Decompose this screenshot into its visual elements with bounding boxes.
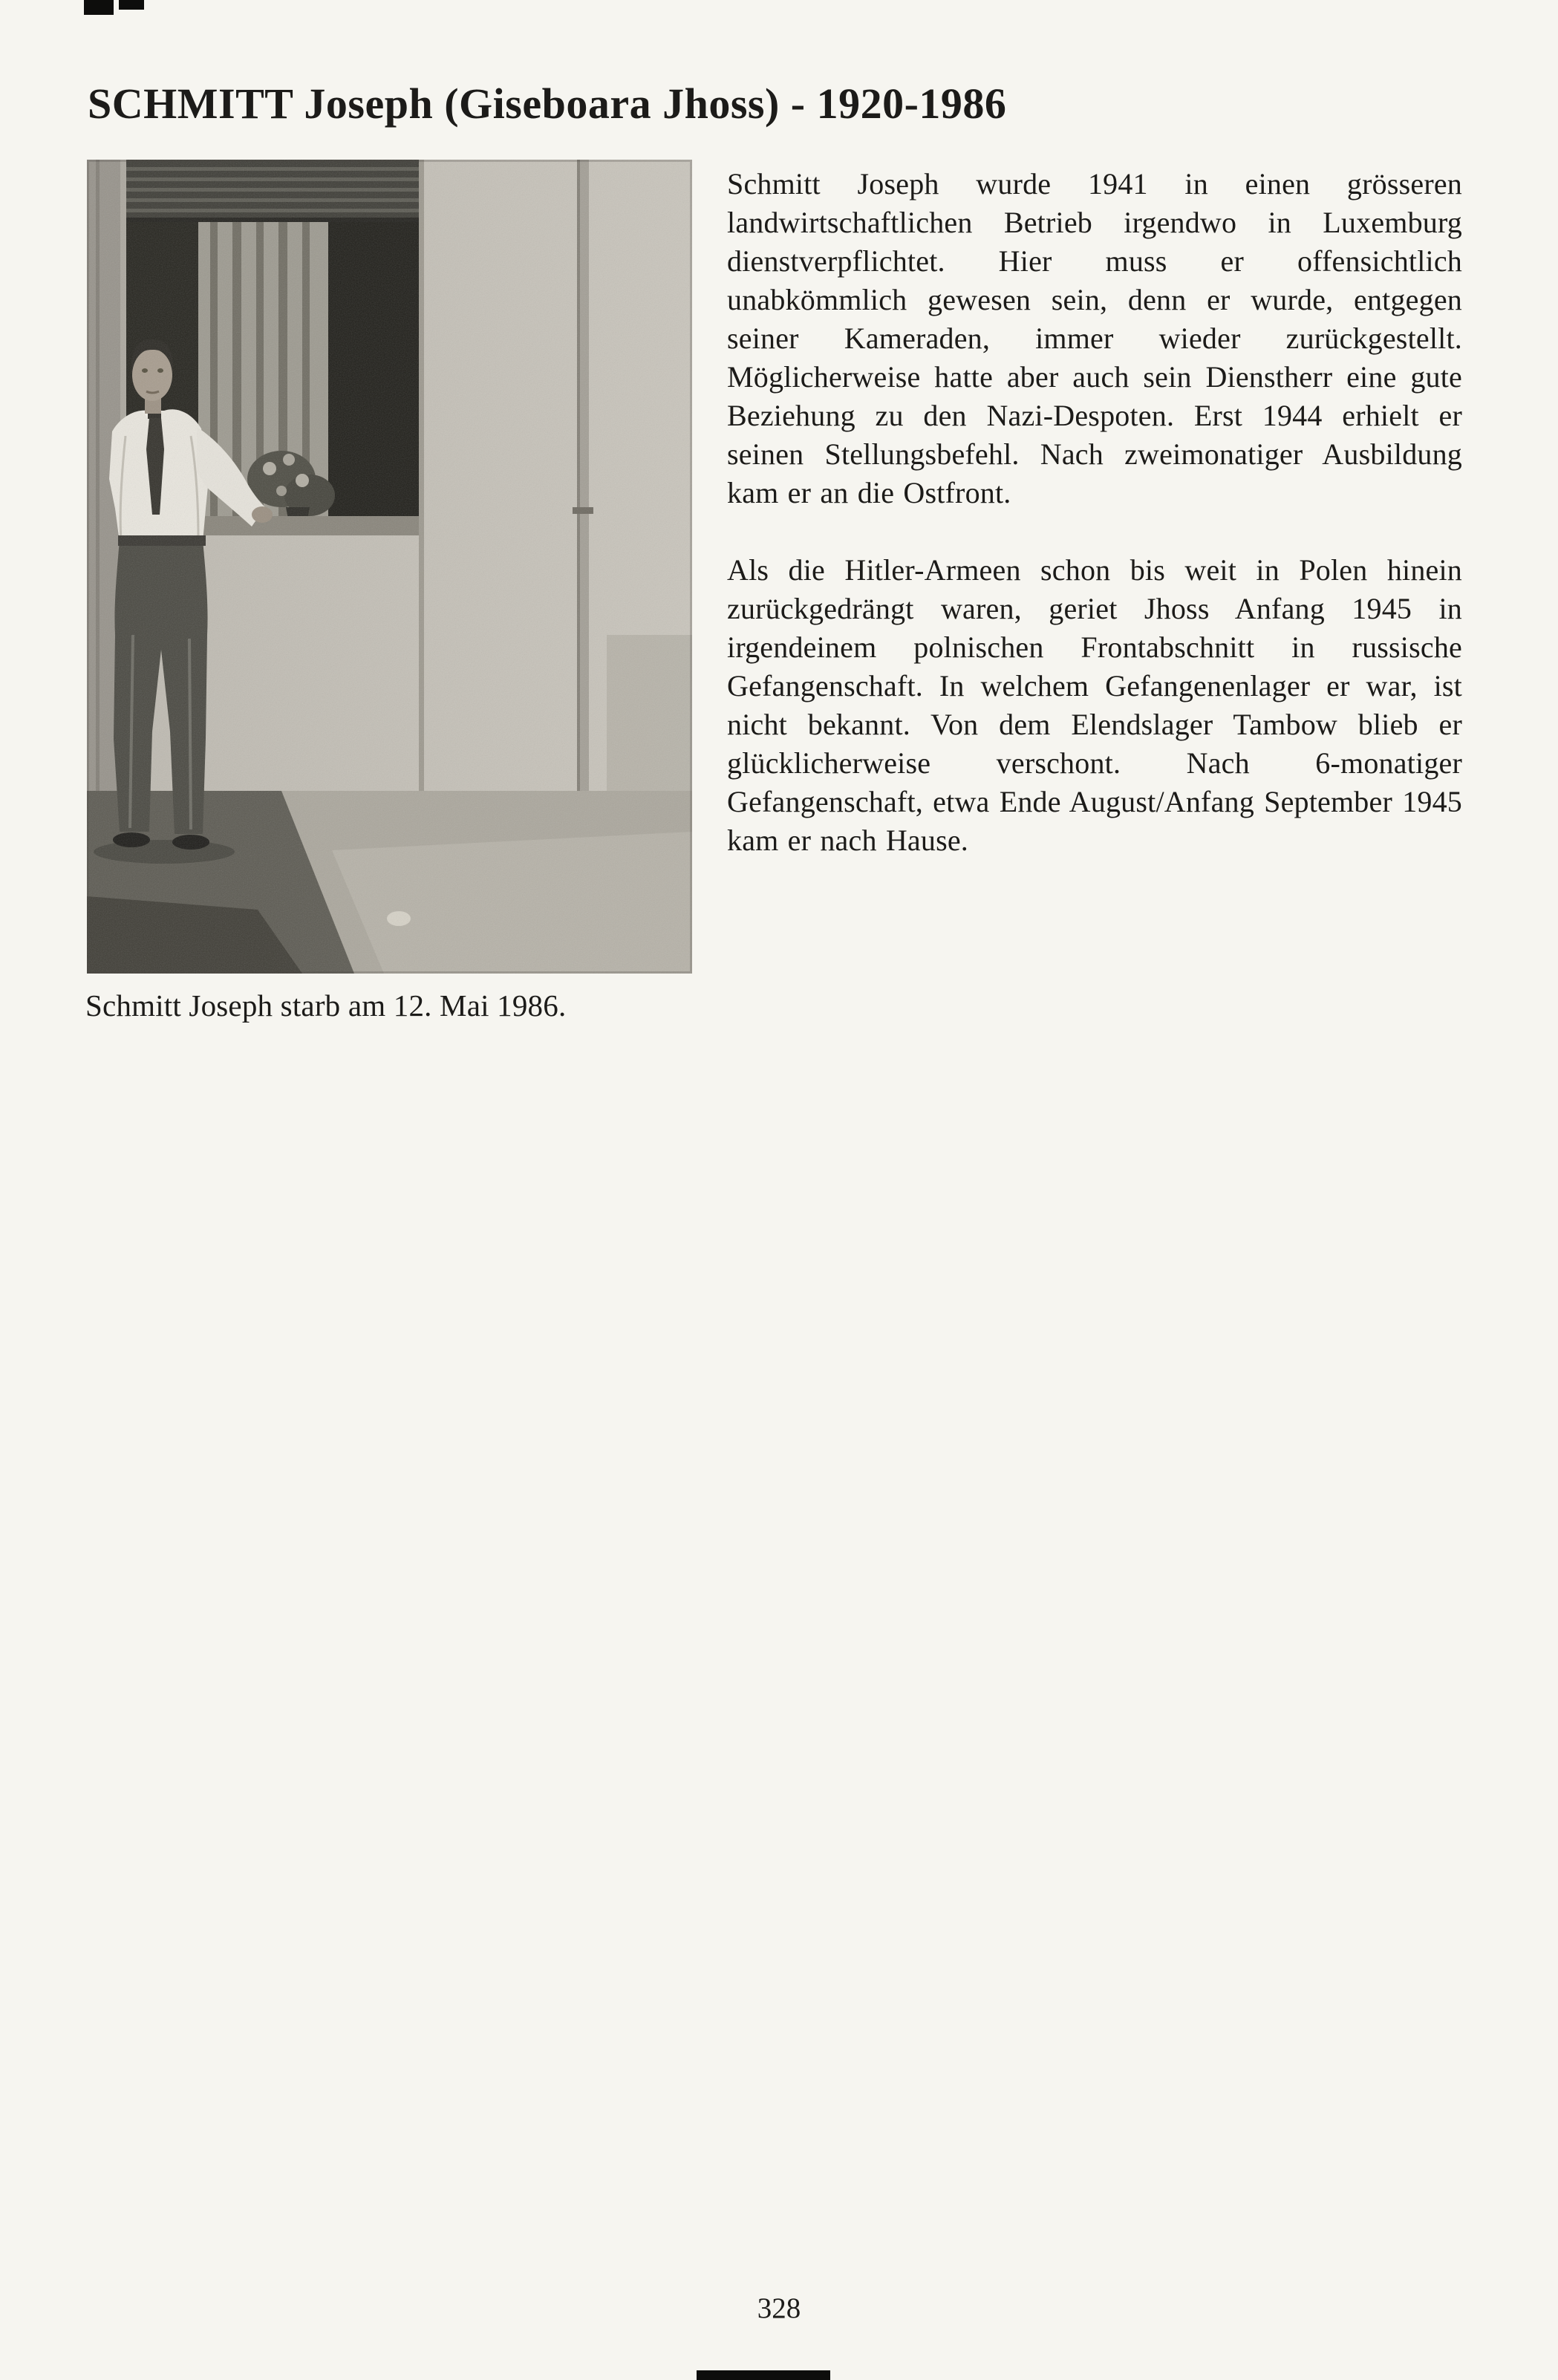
portrait-photo (87, 160, 692, 974)
paragraph-1: Schmitt Joseph wurde 1941 in einen grösseren landwirtschaftlichen Betrieb irgendwo in Luxemburg dienstverpflichtet. Hier muss er offensichtlich unabkömmlich gewesen sein, denn er wurde, entgegen seiner Kameraden, immer wieder zurückgestellt. Möglicherweise hatte aber auch sein Dienstherr eine gute Beziehung zu den Nazi-Despoten. Erst 1944 erhielt er seinen Stellungsbefehl. Nach zweimonatiger Ausbildung kam er an die Ostfront. (727, 167, 1462, 509)
paragraph-2: Als die Hitler-Armeen schon bis weit in Polen hinein zurückgedrängt waren, geriet Jhoss Anfang 1945 in irgendeinem polnischen Frontabschnitt in russische Gefangenschaft. In welchem Gefangenenlager er war, ist nicht bekannt. Von dem Elendslager Tambow blieb er glücklicherweise verschont. Nach 6-monatiger Gefangenschaft, etwa Ende August/Anfang September 1945 kam er nach Hause. (727, 553, 1462, 857)
page-title: SCHMITT Joseph (Giseboara Jhoss) - 1920-1986 (88, 79, 1007, 128)
photo-grain-overlay (87, 160, 692, 974)
scan-artifact-top-left-2 (119, 0, 144, 10)
photo-caption: Schmitt Joseph starb am 12. Mai 1986. (85, 988, 567, 1023)
scan-artifact-top-left (84, 0, 114, 15)
body-text-column (727, 165, 1462, 860)
scan-artifact-bottom (697, 2370, 830, 2380)
photo-figure (87, 160, 692, 974)
page-number: 328 (757, 2292, 801, 2324)
